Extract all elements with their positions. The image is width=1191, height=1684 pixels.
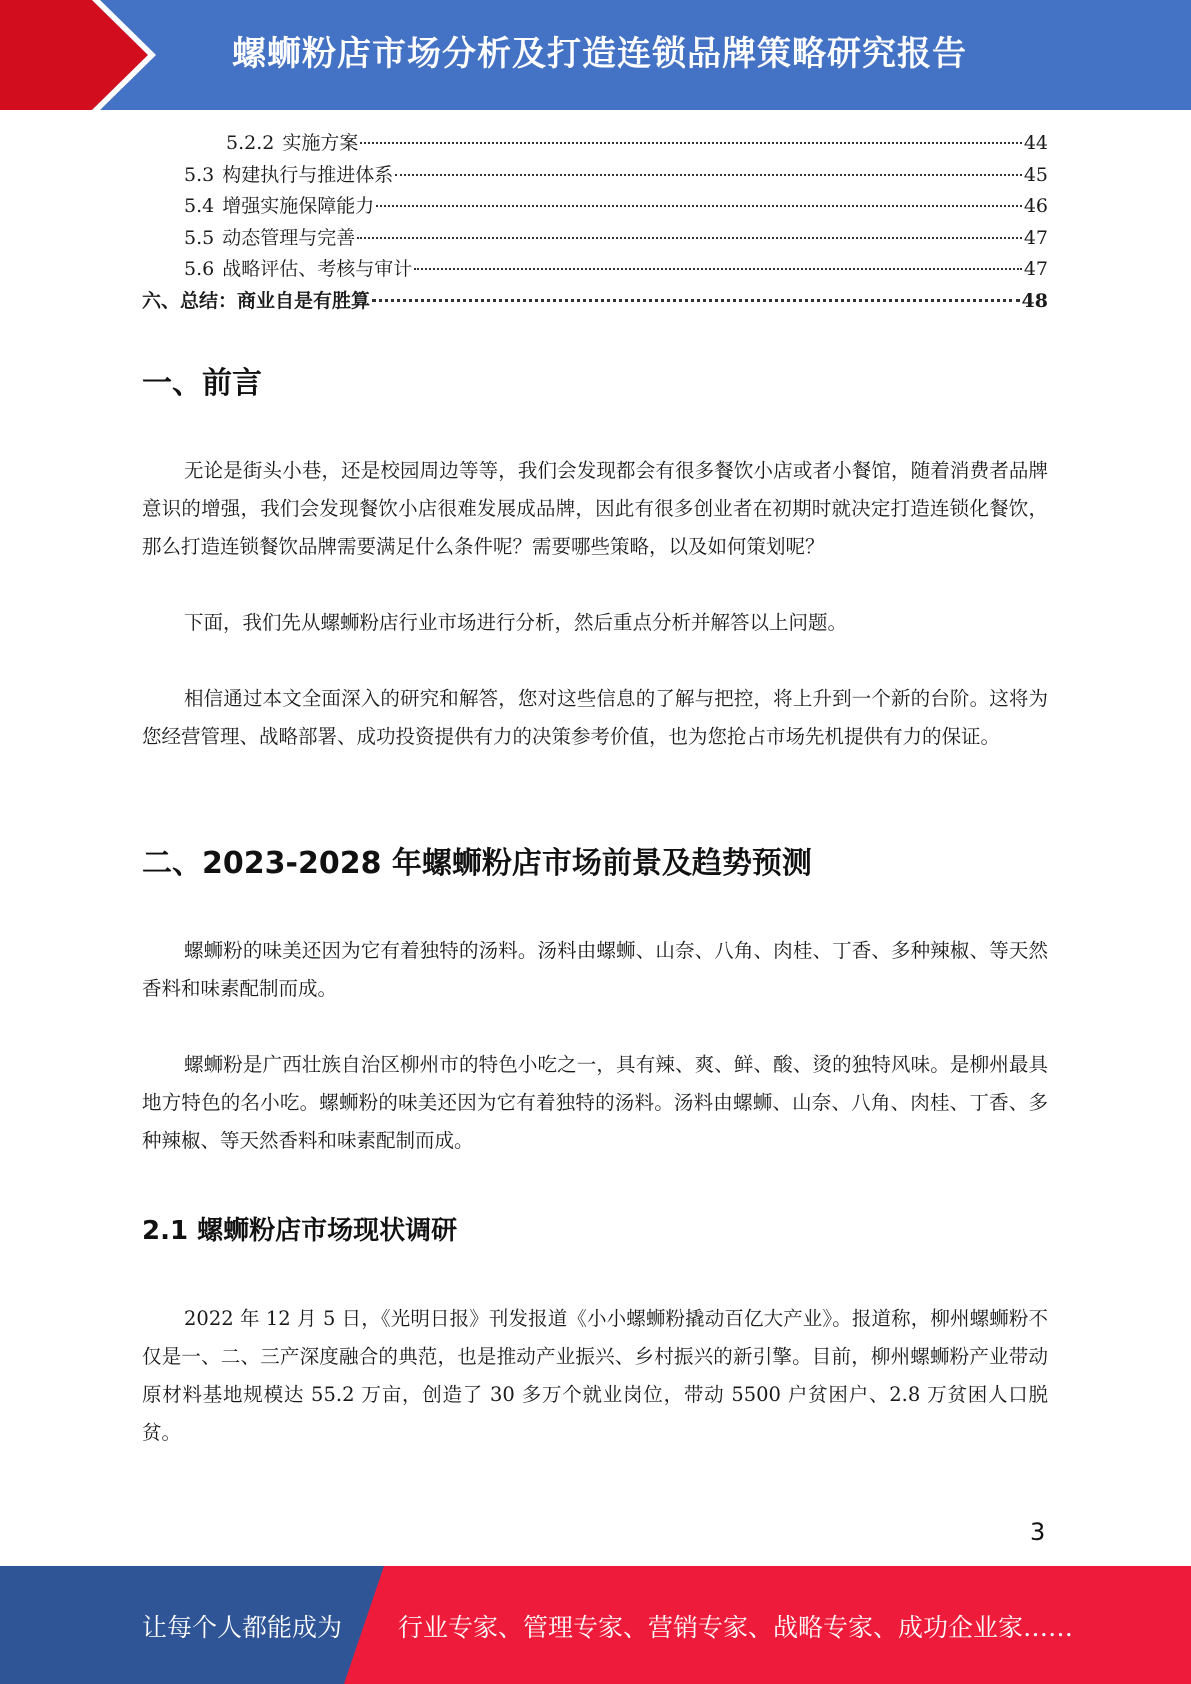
paragraph: 下面，我们先从螺蛳粉店行业市场进行分析，然后重点分析并解答以上问题。 [184, 611, 848, 634]
toc-leader-dots [372, 299, 1020, 302]
toc-leader-dots [395, 174, 1022, 176]
toc-leader-dots [414, 268, 1022, 270]
header-banner [0, 0, 1191, 110]
toc-entry-label: 战略评估、考核与审计 [222, 258, 413, 280]
toc-entry-page: 48 [1021, 289, 1048, 312]
footer-slogan-right: 行业专家、管理专家、营销专家、战略专家、成功企业家…… [398, 1613, 1074, 1642]
toc-entry-page: 44 [1023, 132, 1048, 154]
paragraph: 2022 年 12 月 5 日，《光明日报》刊发报道《小小螺蛳粉撬动百亿大产业》。报道称，柳州螺蛳粉不仅是一、二、三产深度融合的典范，也是推动产业振兴、乡村振兴的新引擎。目前，柳州螺蛳粉产业带动原材料基地规模达 55.2 万亩，创造了 30 多万个就业岗位，带动 5500 户贫困户、2.8 万贫困人口脱贫。 [142, 1307, 1048, 1444]
paragraph: 相信通过本文全面深入的研究和解答，您对这些信息的了解与把控，将上升到一个新的台阶。这将为您经营管理、战略部署、成功投资提供有力的决策参考价值，也为您抢占市场先机提供有力的保证。 [142, 687, 1048, 748]
toc-entry-number: 5.4 [184, 195, 215, 217]
toc-entry-number: 5.2.2 [226, 132, 275, 154]
toc-entry-label: 构建执行与推进体系 [222, 163, 394, 186]
toc-entry[interactable] [142, 286, 1048, 318]
footer-banner [0, 1566, 1191, 1684]
page-number: 3 [1030, 1518, 1046, 1546]
toc-entry-label: 总结：商业自是有胜算 [180, 289, 371, 312]
toc-entry-page: 46 [1023, 195, 1048, 217]
toc-entry[interactable] [142, 191, 1048, 223]
toc-entry[interactable] [142, 254, 1048, 286]
report-title: 螺蛳粉店市场分析及打造连锁品牌策略研究报告 [232, 34, 967, 74]
toc-leader-dots [357, 237, 1022, 239]
paragraph: 螺蛳粉的味美还因为它有着独特的汤料。汤料由螺蛳、山奈、八角、肉桂、丁香、多种辣椒、等天然香料和味素配制而成。 [142, 939, 1048, 1000]
toc-entry-page: 45 [1023, 163, 1048, 186]
toc-entry-number: 六、 [142, 289, 181, 312]
toc-entry[interactable] [142, 223, 1048, 255]
paragraph: 螺蛳粉是广西壮族自治区柳州市的特色小吃之一，具有辣、爽、鲜、酸、烫的独特风味。是柳州最具地方特色的名小吃。螺蛳粉的味美还因为它有着独特的汤料。汤料由螺蛳、山奈、八角、肉桂、丁香、多种辣椒、等天然香料和味素配制而成。 [142, 1053, 1048, 1152]
table-of-contents [142, 128, 1048, 317]
toc-entry-number: 5.5 [184, 226, 215, 249]
toc-leader-dots [376, 205, 1022, 207]
toc-entry-number: 5.6 [184, 258, 215, 280]
section-heading-preface: 一、前言 [142, 366, 262, 401]
toc-entry-label: 动态管理与完善 [222, 226, 356, 249]
toc-entry-label: 实施方案 [282, 132, 359, 154]
toc-leader-dots [360, 142, 1021, 144]
toc-entry-page: 47 [1023, 258, 1048, 280]
toc-entry-page: 47 [1023, 226, 1048, 249]
toc-entry-label: 增强实施保障能力 [222, 195, 375, 217]
toc-entry[interactable] [142, 160, 1048, 192]
section-heading-market-outlook: 二、2023-2028 年螺蛳粉店市场前景及趋势预测 [142, 846, 812, 881]
footer-slogan-left: 让每个人都能成为 [142, 1613, 343, 1642]
toc-entry-number: 5.3 [184, 163, 215, 186]
subsection-heading-market-status: 2.1 螺蛳粉店市场现状调研 [142, 1216, 458, 1246]
paragraph: 无论是街头小巷，还是校园周边等等，我们会发现都会有很多餐饮小店或者小餐馆，随着消费者品牌意识的增强，我们会发现餐饮小店很难发展成品牌，因此有很多创业者在初期时就决定打造连锁化餐饮，那么打造连锁餐饮品牌需要满足什么条件呢？需要哪些策略，以及如何策划呢？ [142, 459, 1048, 558]
toc-entry[interactable] [142, 128, 1048, 160]
